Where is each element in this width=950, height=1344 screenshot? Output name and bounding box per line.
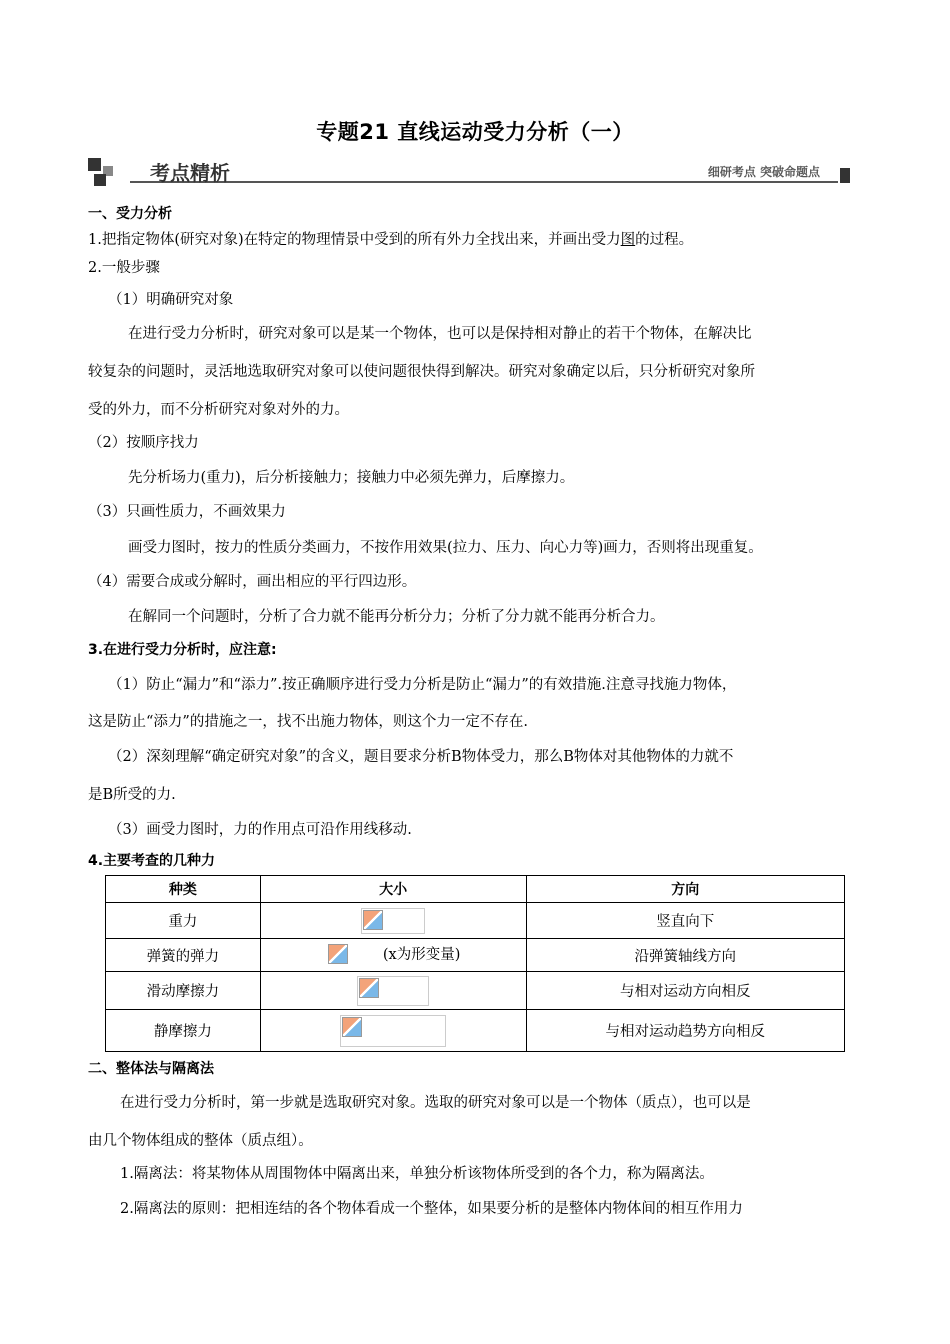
table-header: 种类: [106, 876, 261, 903]
force-direction: 与相对运动方向相反: [526, 972, 845, 1010]
paragraph: 在进行受力分析时，研究对象可以是某一个物体，也可以是保持相对静止的若干个物体，在解决比: [128, 326, 752, 342]
figure-link[interactable]: 图: [620, 232, 636, 248]
subsection-heading: 3.在进行受力分析时，应注意:: [88, 642, 277, 658]
force-size: [260, 972, 526, 1010]
banner-title: 考点精析: [150, 161, 230, 185]
page-title: 专题21 直线运动受力分析（一）: [316, 120, 634, 144]
force-kind: 弹簧的弹力: [106, 939, 261, 972]
banner-rule: [130, 181, 838, 183]
paragraph: 这是防止“添力”的措施之一，找不出施力物体，则这个力一定不存在.: [88, 714, 528, 730]
formula-image-icon: [340, 1015, 446, 1047]
paragraph: 是B所受的力.: [88, 787, 176, 803]
banner-end-mark: [840, 168, 850, 183]
force-direction: 沿弹簧轴线方向: [526, 939, 845, 972]
paragraph: 在解同一个问题时，分析了合力就不能再分析分力；分析了分力就不能再分析合力。: [128, 609, 665, 625]
force-size: [260, 939, 526, 972]
step-heading: （1）明确研究对象: [108, 292, 234, 308]
step-heading: （2）按顺序找力: [88, 435, 199, 451]
banner-logo-icon: [88, 158, 120, 188]
section-heading: 二、整体法与隔离法: [88, 1061, 214, 1077]
step-heading: （3）只画性质力，不画效果力: [88, 504, 286, 520]
force-direction: 竖直向下: [526, 903, 845, 939]
paragraph: [88, 228, 693, 249]
step-heading: （4）需要合成或分解时，画出相应的平行四边形。: [88, 574, 417, 590]
paragraph: 2.一般步骤: [88, 260, 160, 276]
table-header: 大小: [260, 876, 526, 903]
force-direction: 与相对运动趋势方向相反: [526, 1010, 845, 1052]
force-size: [260, 903, 526, 939]
banner-subtitle: 细研考点 突破命题点: [707, 165, 820, 179]
formula-image-icon: [326, 942, 383, 968]
force-size: [260, 1010, 526, 1052]
formula-image-icon: [361, 908, 425, 934]
paragraph: 在进行受力分析时，第一步就是选取研究对象。选取的研究对象可以是一个物体（质点），也可以是: [120, 1095, 751, 1111]
formula-image-icon: [357, 976, 429, 1006]
forces-table: [105, 875, 845, 1052]
paragraph: （1）防止“漏力”和“添力”.按正确顺序进行受力分析是防止“漏力”的有效措施.注意寻找施力物体，: [108, 677, 737, 693]
paragraph: 2.隔离法的原则：把相连结的各个物体看成一个整体，如果要分析的是整体内物体间的相互作用力: [120, 1201, 743, 1217]
paragraph: （3）画受力图时，力的作用点可沿作用线移动.: [108, 822, 412, 838]
text-run: 的过程。: [635, 232, 694, 248]
table-row: [106, 903, 845, 939]
paragraph: 较复杂的问题时，灵活地选取研究对象可以使问题很快得到解决。研究对象确定以后，只分析研究对象所: [88, 364, 755, 380]
size-note: (x为形变量): [382, 947, 461, 963]
paragraph: 由几个物体组成的整体（质点组）。: [88, 1133, 313, 1149]
section-heading: 一、受力分析: [88, 206, 172, 222]
table-row: [106, 972, 845, 1010]
force-kind: 重力: [106, 903, 261, 939]
force-kind: 静摩擦力: [106, 1010, 261, 1052]
subsection-heading: 4.主要考查的几种力: [88, 853, 216, 869]
table-header-row: [106, 876, 845, 903]
table-row: [106, 939, 845, 972]
table-header: 方向: [526, 876, 845, 903]
section-banner: [88, 155, 850, 191]
paragraph: 先分析场力(重力)，后分析接触力；接触力中必须先弹力，后摩擦力。: [128, 470, 575, 486]
paragraph: 1.隔离法：将某物体从周围物体中隔离出来，单独分析该物体所受到的各个力，称为隔离法。: [120, 1166, 714, 1182]
paragraph: 受的外力，而不分析研究对象对外的力。: [88, 402, 349, 418]
text-run: 1.把指定物体(研究对象)在特定的物理情景中受到的所有外力全找出来，并画出受力: [88, 232, 621, 248]
paragraph: （2）深刻理解“确定研究对象”的含义，题目要求分析B物体受力，那么B物体对其他物体的力就不: [108, 749, 734, 765]
force-kind: 滑动摩擦力: [106, 972, 261, 1010]
table-row: [106, 1010, 845, 1052]
paragraph: 画受力图时，按力的性质分类画力，不按作用效果(拉力、压力、向心力等)画力，否则将出现重复。: [128, 540, 763, 556]
